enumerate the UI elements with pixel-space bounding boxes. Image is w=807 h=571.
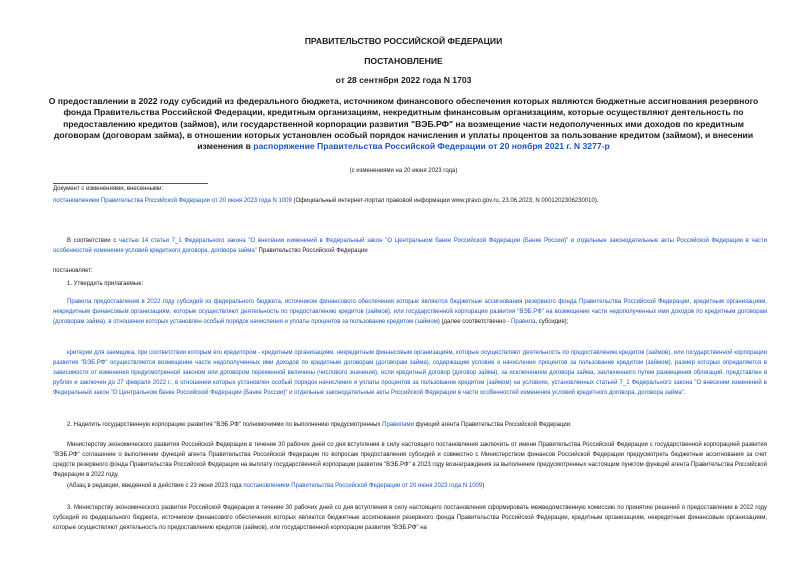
paragraph-ministry-agreement: Министерству экономического развития Российской Федерации в течение 30 рабочих дней со дня вступления в силу настоящего постановления заключить от имени Правительства Российской Федерации с государственной корпорацией развития "ВЭБ.РФ" соглашение о выполнении функций агента Правительства Российской Федерации по вопросам предоставления субсидий и совместно с Министерством финансов Российской Федерации предусмотреть бюджетные ассигнования за счет средств резервного фонда Правительства Российской Федерации на выплату государственной корпорации развития "ВЭБ.РФ" в 2023 году вознаграждения за выполнение предусмотренных настоящим пунктом функций агента Правительства Российской Федерации в 2022 году.	[53, 442, 767, 479]
rules-ref-link[interactable]: Правилами	[382, 422, 414, 428]
document-date-number: от 28 сентября 2022 года N 1703	[335, 75, 472, 85]
paragraph-item-1: 1. Утвердить прилагаемые:	[67, 281, 144, 287]
title-amendment-link[interactable]: распоряжение Правительства Российской Федерации от 20 ноября 2021 г. N 3277-р	[253, 141, 610, 152]
rules-link[interactable]: Правила предоставления в 2022 году субсидий из федерального бюджета, источником финансового обеспечения которых являются бюджетные ассигнования резервного фонда Правительства Российской Федерации, кредитным организациям, некредитным финансовым организациям, которые осуществляют деятельность по предоставлению кредитов (займов), или государственной корпорации развития "ВЭБ.РФ" на возмещение части недополученных ими доходов по кредитным договорам (договорам займа), в отношении которых установлен особый порядок начисления и уплаты процентов за пользование кредитом (займом)	[53, 299, 767, 326]
paragraph-resolves: постановляет:	[53, 268, 93, 274]
edition-note: (с изменениями на 20 июня 2023 года)	[349, 168, 458, 174]
divider	[53, 183, 208, 184]
document-title	[40, 96, 767, 152]
government-heading: ПРАВИТЕЛЬСТВО РОССИЙСКОЙ ФЕДЕРАЦИИ	[304, 36, 503, 46]
item-2-text: 2. Наделить государственную корпорацию развития "ВЭБ.РФ" полномочиями по выполнению предусмотренных	[67, 422, 383, 428]
rules-text: (далее соответственно -	[439, 319, 512, 326]
edition-decree-link[interactable]: постановлением Правительства Российской Федерации от 20 июня 2023 года N 1009	[243, 483, 483, 489]
paragraph-item-3: 3. Министерству экономического развития Российской Федерации в течение 30 рабочих дней со дня вступления в силу настоящего постановления сформировать межведомственную комиссию по принятию решений о предоставлении в 2022 году субсидий из федерального бюджета, источником финансового обеспечения которых являются бюджетные ассигнования резервного фонда Правительства Российской Федерации, кредитным организациям, некредитным финансовым организациям, которые осуществляют деятельность по предоставлению кредитов (займов), или государственной корпорации развития "ВЭБ.РФ" на	[53, 505, 767, 532]
paragraph-criteria	[53, 348, 767, 398]
criteria-link[interactable]: критерии для заемщика, при соответствии которым его кредитором - кредитным организациям, некредитным финансовым организациям, которые осуществляют деятельность по предоставлению кредитов (займов), или государственной корпорации развития "ВЭБ.РФ" осуществляется возмещение части недополученных ими доходов по кредитным договорам (договорам займа), содержащим условие о начислении процентов за пользование кредитом (займом), размер которых определяется в зависимости от изменения предусмотренной законом или договором переменной величины (числового значения), если кредитный договор (договор займа), за исключением договора займа, заключенного путем размещения облигаций, представлен в рублях и заключен до 27 февраля 2022 г., в отношении которых установлен особый порядок начисления и уплаты процентов за пользование кредитом (займом) на условиях, установленных статьей 7_1 Федерального закона "О внесении изменений в Федеральный закон "О Центральном банке Российской Федерации (Банке России)" и отдельные законодательные акты Российской Федерации в части особенностей изменения условий кредитного договора, договора займа".	[53, 350, 767, 397]
title-text: О предоставлении в 2022 году субсидий из федерального бюджета, источником финансового обеспечения которых являются бюджетные ассигнования резервного фонда Правительства Российской Федерации, кредитным организациям, некредитным финансовым организациям, которые осуществляют деятельность по предоставлению кредитов (займов), или государственной корпорации развития "ВЭБ.РФ" на возмещение части недополученных ими доходов по кредитным договорам (договорам займа), в отношении которых установлен особый порядок начисления и уплаты процентов за пользование кредитом (займом), и внесении изменения в	[48, 96, 759, 152]
changes-decree-link[interactable]: постановлением Правительства Российской Федерации от 20 июня 2023 года N 1009	[53, 198, 292, 204]
rules-short-link[interactable]: Правила	[511, 319, 536, 326]
paragraph-rules	[53, 297, 767, 327]
preamble-text: В соответствии с	[67, 238, 119, 244]
edition-note-end: )	[482, 483, 485, 489]
changes-note-line	[53, 198, 598, 204]
document-type-heading: ПОСТАНОВЛЕНИЕ	[364, 56, 443, 66]
changes-note-label: Документ с изменениями, внесенными:	[53, 186, 164, 192]
item-2-text-end: функций агента Правительства Российской Федерации.	[414, 422, 572, 428]
edition-note-text: (Абзац в редакции, введенной в действие с 23 июня 2023 года	[67, 483, 244, 489]
paragraph-item-2	[53, 420, 767, 430]
changes-source: (Официальный интернет-портал правовой информации www.pravo.gov.ru, 23.06.2023, N 0001202306230010).	[291, 198, 599, 204]
paragraph-edition-note	[53, 481, 767, 491]
rules-text-end: , субсидия);	[535, 319, 569, 326]
federal-law-link[interactable]: частью 14 статьи 7_1 Федерального закона "О внесении изменений в Федеральный закон "О Центральном банке Российской Федерации (Банке России)" и отдельные законодательные акты Российской Федерации в части особенностей изменения условий кредитного договора, договора займа"	[53, 238, 768, 255]
preamble-text-end: Правительство Российской Федерации	[256, 248, 368, 255]
paragraph-preamble	[53, 236, 767, 256]
